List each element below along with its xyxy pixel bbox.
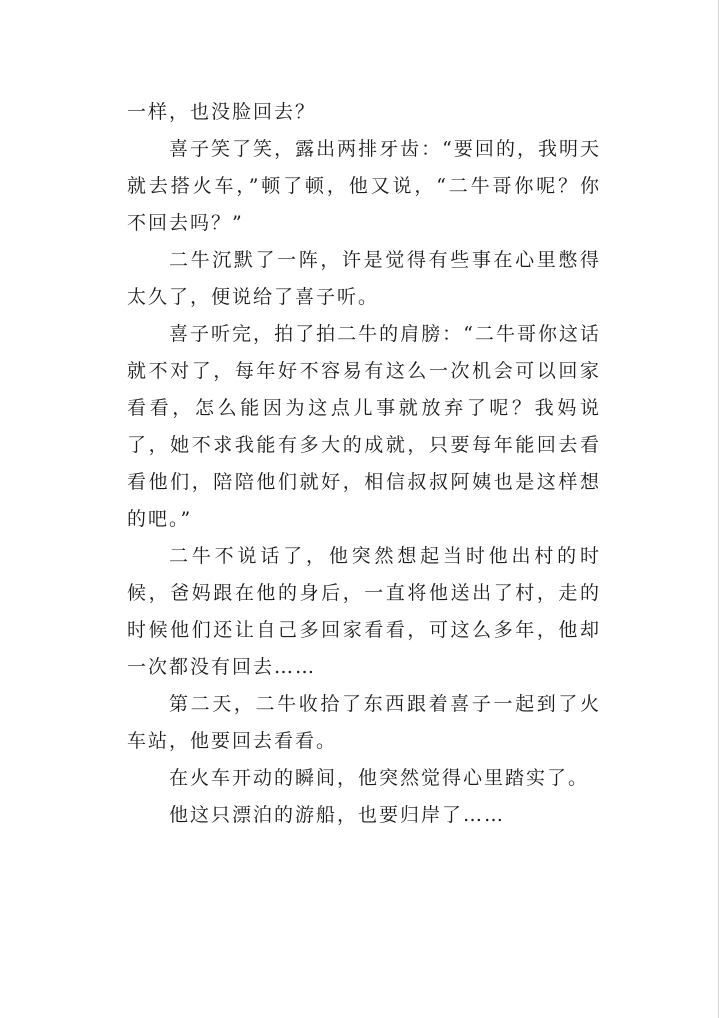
paragraph-4: 喜子听完，拍了拍二牛的肩膀：“二牛哥你这话就不对了，每年好不容易有这么一次机会可以回家看看，怎么能因为这点儿事就放弃了呢？我妈说了，她不求我能有多大的成就，只要每年能回去看看他们，陪陪他们就好，相信叔叔阿姨也是这样想的吧。” <box>127 323 601 530</box>
paragraph-7: 在火车开动的瞬间，他突然觉得心里踏实了。 <box>169 767 590 789</box>
article-body <box>127 94 601 834</box>
paragraph-3: 二牛沉默了一阵，许是觉得有些事在心里憋得太久了，便说给了喜子听。 <box>127 249 601 308</box>
paragraph-1: 一样，也没脸回去？ <box>127 101 317 123</box>
paragraph-6: 第二天，二牛收拾了东西跟着喜子一起到了火车站，他要回去看看。 <box>127 693 601 752</box>
page-edge <box>718 0 719 1018</box>
paragraph-2: 喜子笑了笑，露出两排牙齿：“要回的，我明天就去搭火车，”顿了顿，他又说，“二牛哥你呢？你不回去吗？” <box>127 138 601 234</box>
paragraph-8: 他这只漂泊的游船，也要归岸了…… <box>169 804 506 826</box>
paragraph-5: 二牛不说话了，他突然想起当时他出村的时候，爸妈跟在他的身后，一直将他送出了村，走的时候他们还让自己多回家看看，可这么多年，他却一次都没有回去…… <box>127 545 601 678</box>
